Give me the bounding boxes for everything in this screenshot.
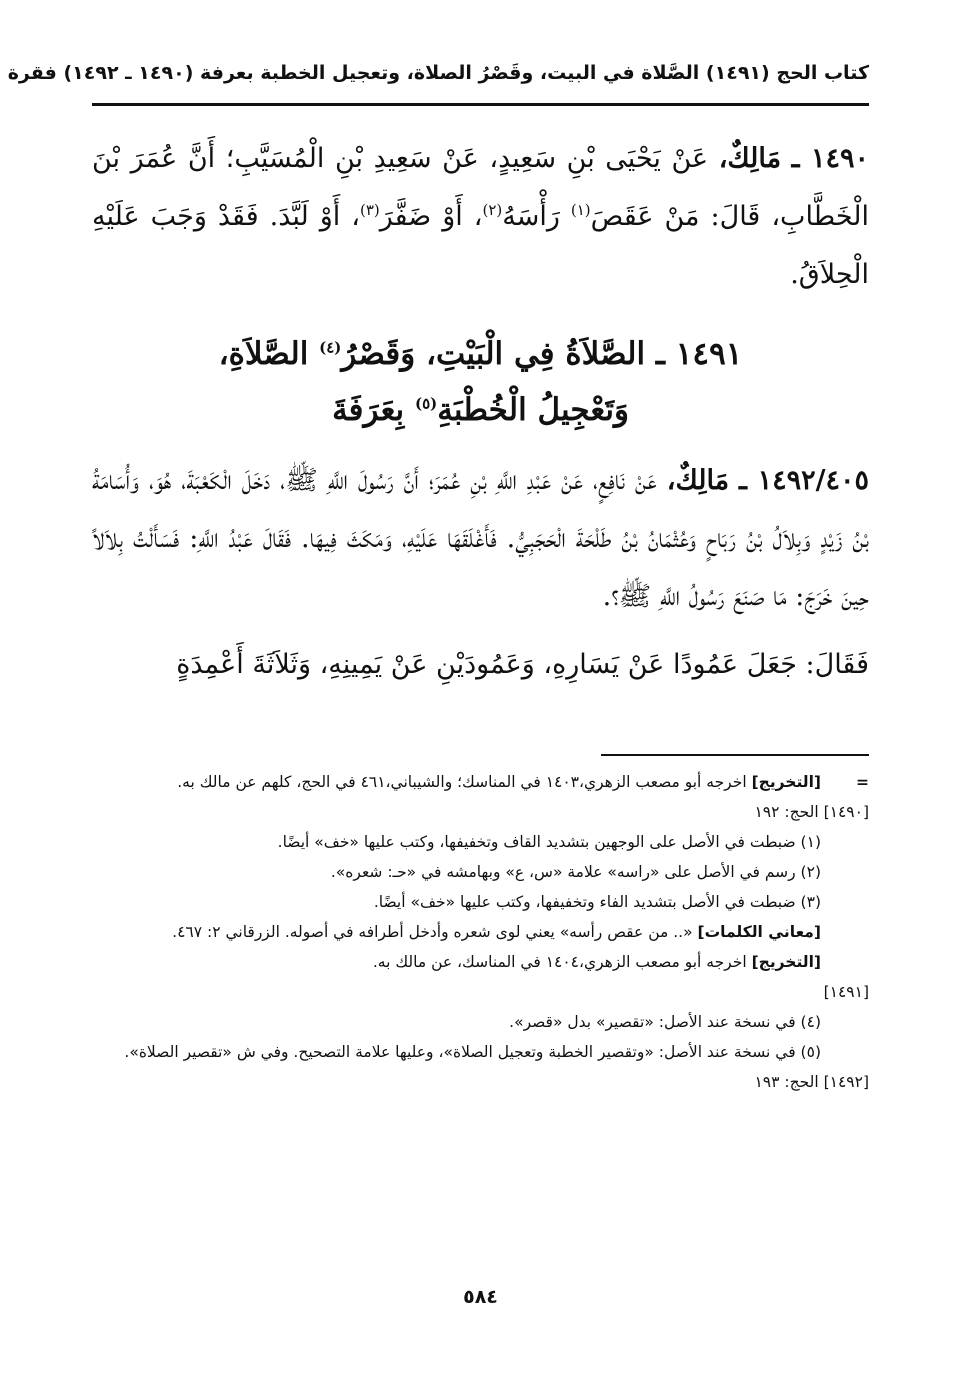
hadith-number: ١٤٩٠ ـ xyxy=(791,143,869,174)
hadith-number: ١٤٩٢/٤٠٥ ـ xyxy=(739,465,869,496)
continuation-mark: = xyxy=(856,773,869,791)
footnote-ref-4[interactable]: (٤) xyxy=(319,338,342,357)
header-rule xyxy=(92,103,869,106)
footnote-ref-1492: [١٤٩٢] الحج: ١٩٣ xyxy=(754,1073,869,1091)
hadith-1492 xyxy=(92,452,869,626)
maani-label: [معاني الكلمات] xyxy=(697,923,821,941)
footnote-takhrij-1490 xyxy=(92,768,869,796)
footnote-ref-1[interactable]: (١) xyxy=(570,201,591,219)
hadith-text: عَنْ نَافِعٍ، عَنْ عَبْدِ اللَّهِ بْنِ عُمَرَ؛ أَنَّ رَسُولَ اللَّهِ ﷺ، دَخَلَ الْكَعْبَةَ، هُوَ، وَأُسَامَةُ بْنُ زَيْدٍ وَبِلاَلُ بْنُ رَبَاحٍ وَعُثْمَانُ بْنُ طَلْحَةَ الْحَجَبِيُّ. فَأَغْلَقَهَا عَلَيْهِ، وَمَكَثَ فِيهَا. فَقَالَ عَبْدُ اللَّهِ: فَسَأَلْتُ بِلاَلاً حِينَ خَرَجَ: مَا صَنَعَ رَسُولُ اللَّهِ ﷺ؟. xyxy=(92,465,869,612)
narrator-name: مَالِكٌ، xyxy=(666,465,730,496)
chapter-heading-text: وَتَعْجِيلُ الْخُطْبَةِ xyxy=(437,392,629,428)
hadith-text: ، أَوْ ضَفَّرَ xyxy=(379,201,483,232)
footnote-2: (٢) رسم في الأصل على «راسه» علامة «س، ع» وبهامشه في «حـ: شعره». xyxy=(330,863,821,881)
chapter-heading-text: بِعَرَفَةَ xyxy=(332,392,415,428)
chapter-heading-line-1 xyxy=(92,326,869,382)
hadith-text: عَنْ يَحْيَى بْنِ سَعِيدٍ، عَنْ سَعِيدِ بْنِ الْمُسَيَّبِ؛ أَنَّ عُمَرَ بْنَ الْخَطَّابِ، قَالَ: مَنْ عَقَصَ xyxy=(92,143,869,232)
footnote-1: (١) ضبطت في الأصل على الوجهين بتشديد القاف وتخفيفها، وكتب عليها «خف» أيضًا. xyxy=(277,833,821,851)
footnote-maani xyxy=(92,918,869,946)
running-header: كتاب الحج (١٤٩١) الصَّلاة في البيت، وقَصْرُ الصلاة، وتعجيل الخطبة بعرفة (١٤٩٠ ـ ١٤٩٢) فقرة xyxy=(7,62,869,84)
maani-text: «.. من عقص رأسه» يعني لوى شعره وأدخل أطرافه في أصوله. الزرقاني ٢: ٤٦٧. xyxy=(172,923,698,941)
footnote-3: (٣) ضبطت في الأصل بتشديد الفاء وتخفيفها، وكتب عليها «خف» أيضًا. xyxy=(373,893,821,911)
narrator-name: مَالِكٌ، xyxy=(718,143,782,174)
footnotes xyxy=(92,768,869,1098)
chapter-heading-line-2 xyxy=(92,382,869,438)
hadith-text: ، أَوْ لَبَّدَ. فَقَدْ وَجَبَ عَلَيْهِ الْحِلاَقُ. xyxy=(92,201,869,290)
takhrij-text: اخرجه أبو مصعب الزهري،١٤٠٣ في المناسك؛ والشيباني،٤٦١ في الحج، كلهم عن مالك به. xyxy=(177,773,752,791)
footnote-ref-2[interactable]: (٢) xyxy=(482,201,503,219)
takhrij-label: [التخريج] xyxy=(751,953,821,971)
hadith-text: رَأْسَهُ xyxy=(502,201,571,232)
footnote-ref-3[interactable]: (٣) xyxy=(359,201,380,219)
footnote-ref-1490: [١٤٩٠] الحج: ١٩٢ xyxy=(754,803,869,821)
hadith-1490 xyxy=(92,130,869,304)
footnote-ref-1491: [١٤٩١] xyxy=(823,983,869,1001)
page-number: ٥٨٤ xyxy=(463,1286,498,1308)
footnote-ref-5[interactable]: (٥) xyxy=(414,394,438,413)
footnote-separator xyxy=(601,754,869,756)
footnote-4: (٤) في نسخة عند الأصل: «تقصير» بدل «قصر». xyxy=(509,1013,821,1031)
chapter-heading-text: الصَّلاَةِ، xyxy=(218,336,320,372)
chapter-heading-text: ١٤٩١ ـ الصَّلاَةُ فِي الْبَيْتِ، وَقَصْرُ xyxy=(341,336,743,372)
takhrij-text: اخرجه أبو مصعب الزهري،١٤٠٤ في المناسك، عن مالك به. xyxy=(372,953,752,971)
chapter-heading-1491 xyxy=(92,326,869,438)
footnote-5: (٥) في نسخة عند الأصل: «وتقصير الخطبة وتعجيل الصلاة»، وعليها علامة التصحيح. وفي ش «تقصير الصلاة». xyxy=(124,1043,821,1061)
takhrij-label: [التخريج] xyxy=(751,773,821,791)
hadith-1492-continued: فَقَالَ: جَعَلَ عَمُودًا عَنْ يَسَارِهِ، وَعَمُودَيْنِ عَنْ يَمِينِهِ، وَثَلاَثَةَ أَعْمِدَةٍ xyxy=(176,649,869,680)
footnote-takhrij-1490-b xyxy=(92,948,869,976)
main-text xyxy=(92,130,869,694)
